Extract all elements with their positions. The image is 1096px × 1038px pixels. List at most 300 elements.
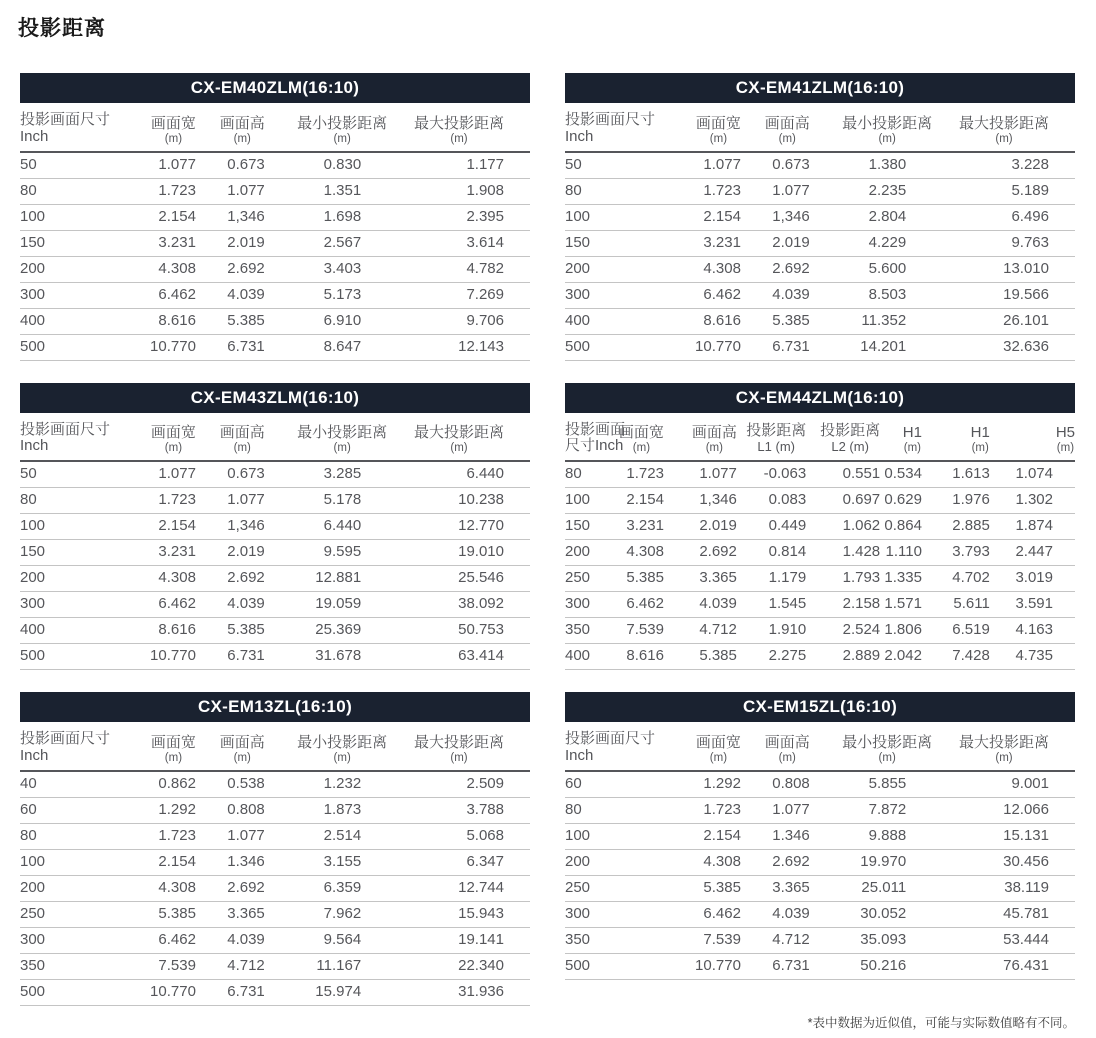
table-row [20, 927, 530, 953]
table-title-bar [565, 692, 1075, 722]
table-cell: 0.862 [150, 771, 196, 798]
table-row [565, 618, 1075, 644]
table-cell: 6.462 [150, 927, 196, 953]
table-cell: 1.177 [387, 152, 530, 179]
column-header [880, 413, 922, 462]
table-cell: 50.753 [387, 618, 530, 644]
column-header [616, 413, 664, 462]
table-cell: 63.414 [387, 644, 530, 670]
table-card-cx-em15zl [565, 692, 1075, 980]
table-cell: 300 [20, 592, 150, 618]
table-cell: 6.347 [387, 849, 530, 875]
column-label: 投影画面尺寸 [20, 420, 111, 438]
table-cell: 2.019 [196, 230, 265, 256]
table-cell: 4.735 [990, 644, 1075, 670]
column-header [20, 722, 150, 771]
table-cell: 1.976 [922, 488, 990, 514]
table-title: CX-EM13ZL(16:10) [197, 697, 353, 717]
table-cell: 200 [565, 540, 616, 566]
table-cell: 7.872 [810, 797, 932, 823]
table-cell: 1.232 [265, 771, 387, 798]
table-cell: 14.201 [810, 334, 932, 360]
table-cell: 1.380 [810, 152, 932, 179]
table-title: CX-EM41ZLM(16:10) [735, 78, 905, 97]
table-cell: 500 [565, 953, 695, 979]
table-cell: 9.763 [932, 230, 1075, 256]
table-cell: 19.059 [265, 592, 387, 618]
table-cell: 30.052 [810, 901, 932, 927]
table-cell: 25.011 [810, 875, 932, 901]
column-header [265, 413, 387, 462]
column-header [806, 413, 880, 462]
table-cell: 80 [20, 488, 150, 514]
table-cell: 1.910 [737, 618, 806, 644]
table-cell: 4.163 [990, 618, 1075, 644]
table-card-cx-em44zlm [565, 383, 1075, 671]
tables-grid [20, 73, 1075, 1006]
table-cell: 50 [20, 461, 150, 488]
table-row [20, 178, 530, 204]
table-row [20, 334, 530, 360]
table-cell: 100 [565, 823, 695, 849]
table-card-cx-em13zl [20, 692, 530, 1006]
column-header [695, 722, 741, 771]
table-cell: 6.496 [932, 204, 1075, 230]
table-row [565, 875, 1075, 901]
column-unit: (m) [995, 751, 1013, 764]
column-unit: (m) [709, 132, 728, 145]
table-cell: 1,346 [196, 514, 265, 540]
table-cell: 400 [565, 308, 695, 334]
column-unit: (m) [705, 442, 723, 455]
table-cell: 2.509 [387, 771, 530, 798]
table-cell: 2.692 [664, 540, 737, 566]
table-title-bar [565, 73, 1075, 103]
column-header [150, 413, 196, 462]
column-unit: L1 (m) [757, 439, 795, 455]
table-cell: 6.462 [695, 901, 741, 927]
table-cell: 3.231 [695, 230, 741, 256]
column-label: 画面宽 [150, 424, 196, 442]
table-cell: 26.101 [932, 308, 1075, 334]
table-cell: 4.308 [695, 849, 741, 875]
table-cell: 25.546 [387, 566, 530, 592]
table-row [565, 256, 1075, 282]
table-cell: 2.019 [741, 230, 810, 256]
column-label: 投影距离 [820, 422, 881, 440]
column-header [20, 103, 150, 152]
column-label: 画面宽 [618, 424, 664, 442]
header-row [20, 722, 530, 771]
table-cell: 0.808 [741, 771, 810, 798]
table-cell: 6.731 [741, 334, 810, 360]
table-cell: 30.456 [932, 849, 1075, 875]
table-cell: 300 [20, 282, 150, 308]
table-cell: 1.077 [741, 797, 810, 823]
table-cell: 100 [565, 204, 695, 230]
column-label: 投影画面尺寸 [565, 111, 656, 128]
table-cell: 38.092 [387, 592, 530, 618]
table-cell: 150 [565, 230, 695, 256]
table-cell: 4.039 [196, 927, 265, 953]
table-cell: 2.154 [695, 204, 741, 230]
table-row [20, 797, 530, 823]
table-cell: 1.335 [880, 566, 922, 592]
table-cell: 1.077 [664, 461, 737, 488]
table-row [565, 308, 1075, 334]
table-row [20, 618, 530, 644]
table-row [565, 566, 1075, 592]
table-row [565, 540, 1075, 566]
table-cell: 1.074 [990, 461, 1075, 488]
table-cell: 12.066 [932, 797, 1075, 823]
table-row [20, 514, 530, 540]
table-cell: 12.744 [387, 875, 530, 901]
table-cell: 1.571 [880, 592, 922, 618]
table-cell: 6.440 [265, 514, 387, 540]
table-cell: 50.216 [810, 953, 932, 979]
column-label: 最大投影距离 [413, 733, 504, 751]
column-unit: (m) [709, 751, 728, 764]
table-cell: 1.428 [806, 540, 880, 566]
table-cell: 1.698 [265, 204, 387, 230]
column-header [664, 413, 737, 462]
column-unit: (m) [878, 751, 896, 764]
table-cell: 6.731 [196, 979, 265, 1005]
table-cell: 6.462 [616, 592, 664, 618]
table-cell: 7.962 [265, 901, 387, 927]
table-cell: 31.936 [387, 979, 530, 1005]
header-row [565, 722, 1075, 771]
table-cell: 1,346 [664, 488, 737, 514]
column-label: H1 [902, 424, 922, 442]
column-unit: Inch [20, 127, 49, 145]
table-cell: 5.385 [664, 644, 737, 670]
table-row [20, 592, 530, 618]
table-cell: 2.692 [196, 256, 265, 282]
table-cell: 9.595 [265, 540, 387, 566]
table-cell: 500 [565, 334, 695, 360]
table-cell: 1.346 [196, 849, 265, 875]
table-cell: 1.723 [695, 178, 741, 204]
table-row [20, 901, 530, 927]
table-cell: 6.519 [922, 618, 990, 644]
column-header [695, 103, 741, 152]
table-row [565, 823, 1075, 849]
table-cell: 19.141 [387, 927, 530, 953]
table-cell: 5.600 [810, 256, 932, 282]
table-cell: 3.231 [150, 230, 196, 256]
table-cell: 250 [20, 901, 150, 927]
column-unit: Inch [20, 437, 49, 455]
table-row [565, 592, 1075, 618]
table-cell: 1.908 [387, 178, 530, 204]
table-cell: 200 [20, 875, 150, 901]
table-cell: 0.449 [737, 514, 806, 540]
column-unit: (m) [233, 751, 251, 764]
table-cell: 4.712 [196, 953, 265, 979]
table-cell: 6.359 [265, 875, 387, 901]
column-label: 投影距离 [746, 422, 807, 440]
table-cell: 100 [20, 514, 150, 540]
table-cell: 3.019 [990, 566, 1075, 592]
table-cell: 1.723 [616, 461, 664, 488]
table-cell: 1.874 [990, 514, 1075, 540]
table-cell: 4.782 [387, 256, 530, 282]
table-cell: 400 [565, 644, 616, 670]
table-cell: 2.885 [922, 514, 990, 540]
table-row [20, 953, 530, 979]
table-cell: 500 [20, 334, 150, 360]
table-cell: 2.692 [741, 849, 810, 875]
column-label: H5 [1055, 424, 1075, 442]
table-row [565, 514, 1075, 540]
table-cell: 8.616 [695, 308, 741, 334]
projection-table [20, 413, 530, 671]
table-cell: 5.385 [741, 308, 810, 334]
table-cell: 35.093 [810, 927, 932, 953]
table-cell: 0.673 [196, 461, 265, 488]
table-cell: 1.077 [196, 178, 265, 204]
table-cell: 2.889 [806, 644, 880, 670]
table-cell: 2.692 [196, 875, 265, 901]
table-cell: 250 [565, 566, 616, 592]
table-cell: 4.308 [150, 256, 196, 282]
table-cell: 1.723 [150, 823, 196, 849]
page-title: 投影距离 [18, 17, 106, 40]
table-cell: 10.770 [150, 334, 196, 360]
table-cell: 4.712 [664, 618, 737, 644]
column-label: 投影画面 [565, 420, 626, 438]
table-cell: 45.781 [932, 901, 1075, 927]
table-cell: 5.385 [196, 618, 265, 644]
column-header [387, 413, 530, 462]
table-cell: 1.613 [922, 461, 990, 488]
table-cell: 2.447 [990, 540, 1075, 566]
table-cell: 6.462 [150, 592, 196, 618]
column-label: 最小投影距离 [297, 424, 388, 442]
column-header [810, 103, 932, 152]
table-cell: 80 [565, 461, 616, 488]
table-row [565, 461, 1075, 488]
table-cell: 2.042 [880, 644, 922, 670]
table-cell: 6.440 [387, 461, 530, 488]
table-cell: 1.292 [695, 771, 741, 798]
table-cell: 19.010 [387, 540, 530, 566]
table-cell: 200 [20, 566, 150, 592]
table-cell: 8.647 [265, 334, 387, 360]
table-cell: 4.039 [196, 592, 265, 618]
table-cell: 350 [20, 953, 150, 979]
table-cell: 12.143 [387, 334, 530, 360]
table-cell: 4.308 [695, 256, 741, 282]
column-header [196, 413, 265, 462]
table-cell: 300 [565, 592, 616, 618]
table-cell: 7.539 [616, 618, 664, 644]
table-row [20, 540, 530, 566]
column-label: 最大投影距离 [413, 424, 504, 442]
column-header [565, 103, 695, 152]
table-cell: 1.077 [695, 152, 741, 179]
table-cell: 3.231 [616, 514, 664, 540]
table-cell: 4.039 [741, 282, 810, 308]
column-label: 最小投影距离 [297, 114, 388, 132]
table-cell: 7.539 [150, 953, 196, 979]
table-row [565, 152, 1075, 179]
table-row [20, 282, 530, 308]
column-header [565, 722, 695, 771]
table-cell: 5.178 [265, 488, 387, 514]
table-row [20, 488, 530, 514]
column-header [150, 103, 196, 152]
column-label: 最小投影距离 [842, 733, 933, 751]
table-row [20, 461, 530, 488]
column-header [990, 413, 1075, 462]
table-cell: 5.385 [150, 901, 196, 927]
table-cell: 2.019 [664, 514, 737, 540]
table-cell: 4.039 [664, 592, 737, 618]
table-title: CX-EM40ZLM(16:10) [190, 78, 360, 97]
table-title-bar [20, 383, 530, 413]
table-cell: 5.611 [922, 592, 990, 618]
table-cell: 1.351 [265, 178, 387, 204]
table-cell: 100 [565, 488, 616, 514]
table-title-bar [20, 692, 530, 722]
projection-table [565, 413, 1075, 671]
table-title: CX-EM44ZLM(16:10) [735, 387, 905, 407]
table-cell: 2.567 [265, 230, 387, 256]
column-unit: 尺寸Inch [565, 437, 624, 455]
column-label: 投影画面尺寸 [20, 730, 111, 748]
table-cell: 38.119 [932, 875, 1075, 901]
table-cell: 3.591 [990, 592, 1075, 618]
column-unit: (m) [164, 751, 183, 764]
table-row [565, 901, 1075, 927]
table-cell: 13.010 [932, 256, 1075, 282]
table-row [565, 849, 1075, 875]
table-cell: 2.395 [387, 204, 530, 230]
column-header [20, 413, 150, 462]
table-cell: 7.539 [695, 927, 741, 953]
header-row [20, 103, 530, 152]
table-cell: 0.830 [265, 152, 387, 179]
header-row [565, 103, 1075, 152]
table-cell: 10.770 [695, 953, 741, 979]
table-cell: 3.231 [150, 540, 196, 566]
table-cell: 1.077 [741, 178, 810, 204]
table-cell: 1.077 [196, 488, 265, 514]
column-unit: Inch [565, 127, 594, 145]
table-cell: 3.788 [387, 797, 530, 823]
column-unit: (m) [971, 442, 989, 455]
table-cell: 2.019 [196, 540, 265, 566]
table-cell: 2.158 [806, 592, 880, 618]
table-cell: 100 [20, 849, 150, 875]
table-cell: 300 [565, 901, 695, 927]
table-cell: 5.385 [616, 566, 664, 592]
column-unit: Inch [565, 746, 594, 764]
column-label: 画面宽 [695, 114, 741, 132]
column-unit: (m) [450, 751, 468, 764]
table-cell: 3.285 [265, 461, 387, 488]
column-label: 投影画面尺寸 [565, 730, 656, 748]
table-cell: 80 [20, 178, 150, 204]
table-cell: 5.173 [265, 282, 387, 308]
column-unit: (m) [450, 442, 468, 455]
column-unit: (m) [333, 751, 351, 764]
table-cell: 0.697 [806, 488, 880, 514]
table-cell: 0.864 [880, 514, 922, 540]
footnote: *表中数据为近似值，可能与实际数值略有不同。 [807, 1015, 1075, 1030]
table-cell: 1,346 [196, 204, 265, 230]
table-cell: 4.039 [741, 901, 810, 927]
table-cell: 6.462 [695, 282, 741, 308]
table-cell: 0.814 [737, 540, 806, 566]
table-cell: 500 [20, 979, 150, 1005]
column-header [741, 103, 810, 152]
table-cell: 6.731 [196, 334, 265, 360]
table-cell: 8.616 [616, 644, 664, 670]
table-cell: 200 [565, 256, 695, 282]
table-cell: 3.793 [922, 540, 990, 566]
table-cell: 3.365 [196, 901, 265, 927]
projection-table [565, 103, 1075, 361]
table-cell: 6.462 [150, 282, 196, 308]
table-cell: 5.385 [695, 875, 741, 901]
table-cell: 10.770 [695, 334, 741, 360]
table-cell: 1.077 [196, 823, 265, 849]
column-label: 画面高 [764, 114, 810, 132]
column-unit: (m) [333, 442, 351, 455]
column-label: 最大投影距离 [413, 114, 504, 132]
table-cell: 3.365 [664, 566, 737, 592]
table-cell: 80 [20, 823, 150, 849]
table-row [565, 797, 1075, 823]
table-cell: 1.723 [695, 797, 741, 823]
table-row [565, 178, 1075, 204]
table-cell: 100 [20, 204, 150, 230]
table-cell: 0.673 [741, 152, 810, 179]
column-header [196, 103, 265, 152]
table-cell: 1.346 [741, 823, 810, 849]
column-unit: (m) [778, 751, 796, 764]
table-cell: 4.702 [922, 566, 990, 592]
table-cell: 3.155 [265, 849, 387, 875]
column-label: 画面宽 [150, 733, 196, 751]
table-row [20, 230, 530, 256]
table-cell: 1.179 [737, 566, 806, 592]
table-cell: 250 [565, 875, 695, 901]
table-cell: 4.712 [741, 927, 810, 953]
projection-table [20, 103, 530, 361]
table-row [20, 979, 530, 1005]
table-cell: 4.229 [810, 230, 932, 256]
table-cell: 400 [20, 308, 150, 334]
column-label: 画面高 [764, 733, 810, 751]
projection-table [20, 722, 530, 1006]
table-cell: 15.974 [265, 979, 387, 1005]
table-cell: 7.269 [387, 282, 530, 308]
column-label: 画面高 [219, 424, 265, 442]
table-cell: 31.678 [265, 644, 387, 670]
column-label: H1 [970, 424, 990, 442]
table-cell: -0.063 [737, 461, 806, 488]
column-label: 画面宽 [695, 733, 741, 751]
column-unit: Inch [20, 746, 49, 764]
table-cell: 0.083 [737, 488, 806, 514]
table-title-bar [20, 73, 530, 103]
table-cell: 1.077 [150, 152, 196, 179]
